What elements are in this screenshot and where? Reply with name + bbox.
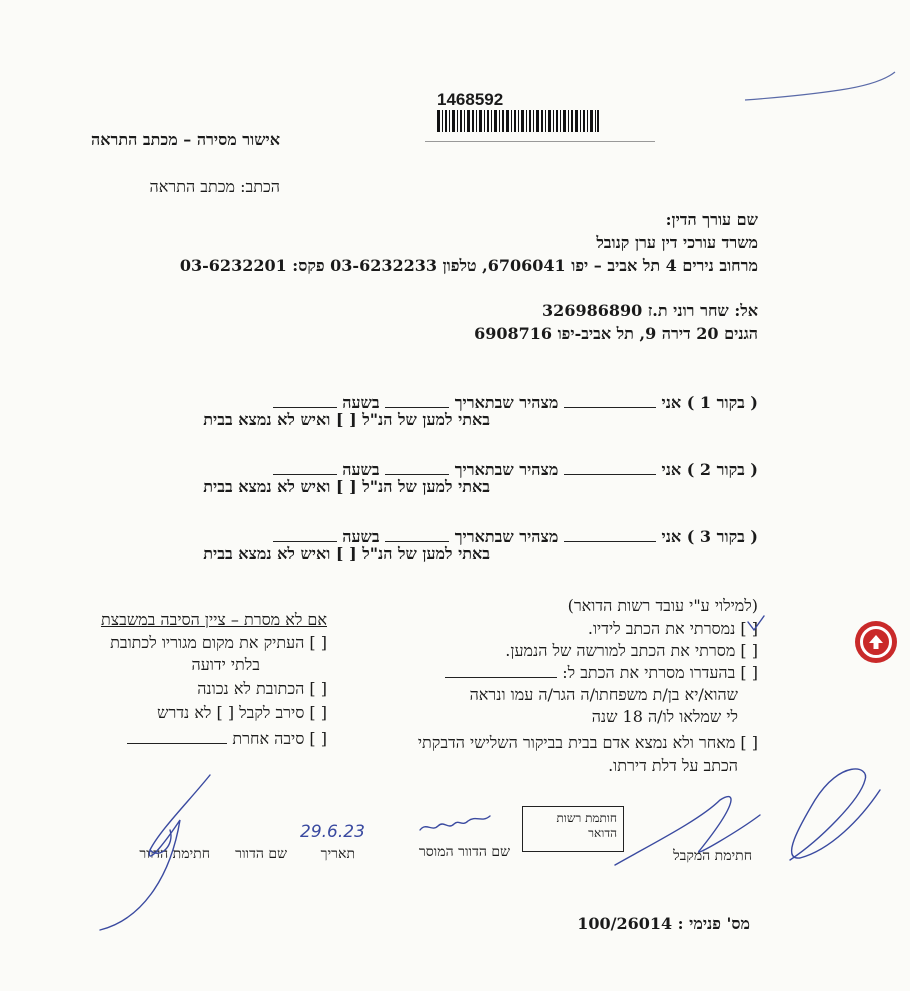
- option-delivered-personally[interactable]: [ ] נמסרתי את הכתב לידיו.: [587, 619, 758, 638]
- handwritten-date: 29.6.23: [300, 822, 365, 842]
- option-wrong-address[interactable]: [ ] הכתובת לא נכונה: [197, 679, 327, 698]
- visit-2-time-blank[interactable]: [273, 474, 337, 475]
- visit-1-lead: ( בקור 1 ) אני: [661, 393, 758, 412]
- visit-1-status: באתי למען של הנ"ל [ ] ואיש לא נמצא בבית: [203, 410, 490, 429]
- visit-1-time-blank[interactable]: [273, 407, 337, 408]
- option-moved[interactable]: [ ] העתיק את מקום מגוריו לכתובת: [110, 633, 327, 652]
- option-refused-or-unclaimed[interactable]: [ ] סירב לקבל [ ] לא נדרש: [157, 703, 327, 722]
- postal-intro: (למילוי ע"י עובד רשות הדואר): [567, 596, 758, 615]
- divider: [425, 141, 655, 142]
- recipient-address: הגנים 20 דירה 9, תל אביב-יפו 6908716: [474, 324, 758, 343]
- visit-2-status: באתי למען של הנ"ל [ ] ואיש לא נמצא בבית: [203, 477, 490, 496]
- not-delivered-title: אם לא מסרת – ציין הסיבה במשבצת: [100, 610, 327, 629]
- visit-2-date-blank[interactable]: [385, 474, 449, 475]
- delivered-to-blank[interactable]: [445, 677, 557, 678]
- visit-3-time-label: בשעה: [342, 527, 380, 546]
- option-other-reason-label: [ ] סיבה אחרת: [232, 729, 327, 748]
- option-delivered-other[interactable]: [445, 663, 758, 683]
- postal-stamp-box: [522, 806, 624, 852]
- receiver-signature-label: חתימת המקבל: [673, 848, 752, 864]
- visit-1-name-blank[interactable]: [564, 407, 656, 408]
- other-reason-blank[interactable]: [127, 743, 227, 744]
- visit-3-date-blank[interactable]: [385, 541, 449, 542]
- moved-unknown-text: בלתי ידועה: [191, 655, 260, 674]
- visit-3-date-label: מצהיר שבתאריך: [454, 527, 559, 546]
- option-delivered-authorized[interactable]: [ ] מסרתי את הכתב למורשה של הנמען.: [505, 641, 758, 660]
- visit-2-date-label: מצהיר שבתאריך: [454, 460, 559, 479]
- scan-mark: [740, 60, 900, 110]
- visit-1-date-blank[interactable]: [385, 407, 449, 408]
- option-delivered-other-label: [ ] בהעדרו מסרתי את הכתב ל:: [562, 663, 758, 682]
- lawyer-label: שם עורך הדין:: [665, 210, 758, 229]
- stamp-label-1: חותמת רשות: [556, 811, 617, 825]
- visit-1-time-label: בשעה: [342, 393, 380, 412]
- arrow-up-circle-icon: [860, 626, 892, 658]
- visit-1-date-label: מצהיר שבתאריך: [454, 393, 559, 412]
- postman-deliverer-name-label: שם הדוור המוסר: [418, 844, 510, 860]
- stamp-label-2: הדואר: [588, 826, 617, 840]
- visit-2-lead: ( בקור 2 ) אני: [661, 460, 758, 479]
- option-other-reason[interactable]: [127, 729, 327, 749]
- letter-type: הכתב: מכתב התראה: [149, 177, 280, 196]
- date-label: תאריך: [320, 846, 355, 862]
- posted-on-door-text: הכתב על דלת דירתו.: [608, 756, 738, 775]
- option-posted-on-door[interactable]: [ ] מאחר ולא נמצא אדם בבית בביקור השלישי הדבקתי: [417, 733, 758, 752]
- visit-3-lead: ( בקור 3 ) אני: [661, 527, 758, 546]
- age-text: לי שמלאו לו/ה 18 שנה: [591, 707, 738, 726]
- postman-signature-label: חתימת הדוור: [139, 846, 210, 862]
- visit-3-time-blank[interactable]: [273, 541, 337, 542]
- document-title: אישור מסירה – מכתב התראה: [91, 130, 280, 149]
- scroll-up-button[interactable]: [855, 621, 897, 663]
- visit-2-time-label: בשעה: [342, 460, 380, 479]
- recipient-name: אל: שחר רוני ת.ז 326986890: [542, 301, 758, 320]
- internal-number: מס' פנימי : 100/26014: [577, 914, 750, 933]
- lawyer-firm: משרד עורכי דין ערן קנובל: [596, 233, 758, 252]
- postman-name-label: שם הדוור: [235, 846, 287, 862]
- visit-3-status: באתי למען של הנ"ל [ ] ואיש לא נמצא בבית: [203, 544, 490, 563]
- visit-2-name-blank[interactable]: [564, 474, 656, 475]
- visit-3-name-blank[interactable]: [564, 541, 656, 542]
- barcode: [437, 110, 599, 132]
- lawyer-address: מרחוב נירים 4 תל אביב – יפו 6706041, טלפון 03-6232233 פקס: 03-6232201: [179, 256, 758, 275]
- family-member-text: שהוא/יא בן/ת משפחתו/ה הגר/ה עמו ונראה: [469, 685, 738, 704]
- barcode-number: 1468592: [437, 90, 504, 109]
